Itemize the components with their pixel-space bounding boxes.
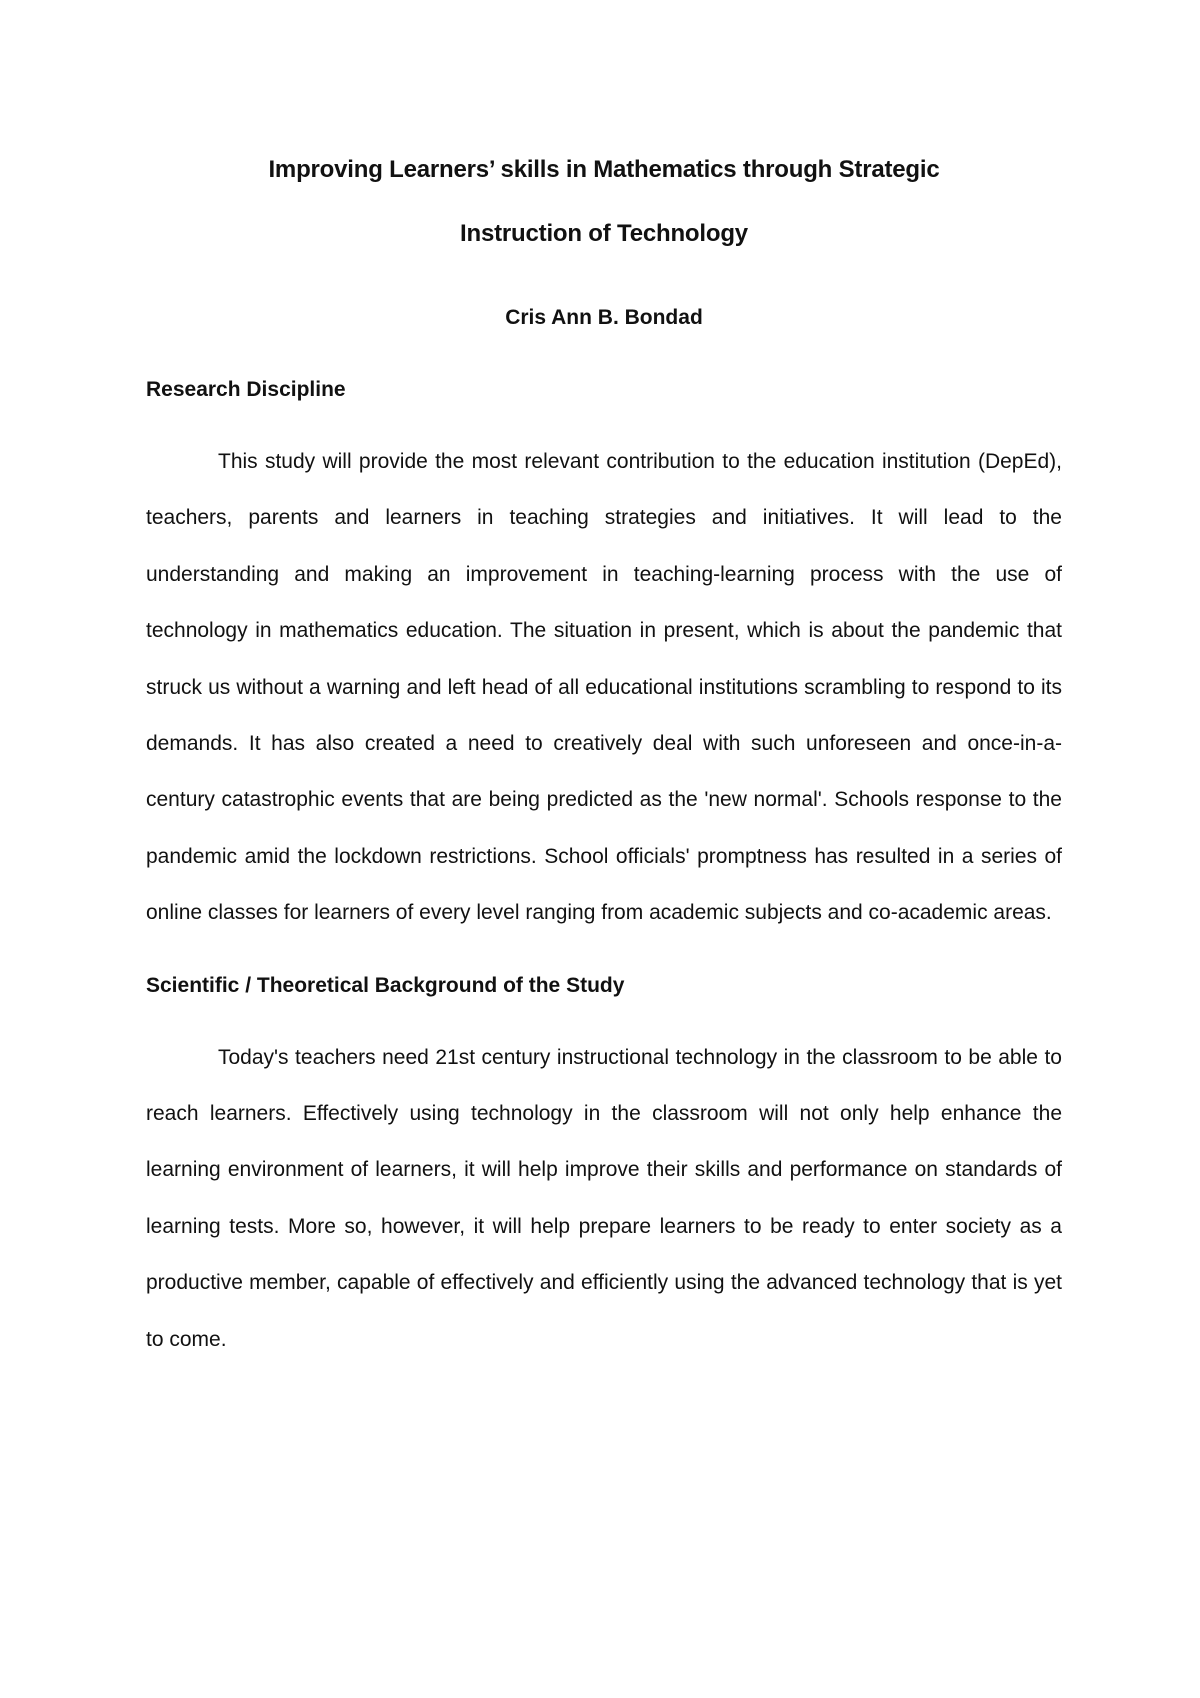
document-title	[146, 138, 1062, 266]
section-body-research-discipline: This study will provide the most relevant contribution to the education institution (DepEd), teachers, parents and learners in teaching strategies and initiatives. It will lead to the understanding and making an improvement in teaching-learning process with the use of technology in mathematics education. The situation in present, which is about the pandemic that struck us without a warning and left head of all educational institutions scrambling to respond to its demands. It has also created a need to creatively deal with such unforeseen and once-in-a-century catastrophic events that are being predicted as the 'new normal'. Schools response to the pandemic amid the lockdown restrictions. School officials' promptness has resulted in a series of online classes for learners of every level ranging from academic subjects and co-academic areas.	[146, 450, 1062, 925]
title-line-1: Improving Learners’ skills in Mathematics through Strategic	[268, 156, 940, 183]
document-content	[146, 138, 1062, 1368]
author-name: Cris Ann B. Bondad	[505, 306, 703, 329]
section-heading-theoretical-background: Scientific / Theoretical Background of the Study	[146, 973, 625, 997]
section-body-theoretical-background: Today's teachers need 21st century instructional technology in the classroom to be able to reach learners. Effectively using technology in the classroom will not only help enhance the learning environment of learners, it will help improve their skills and performance on standards of learning tests. More so, however, it will help prepare learners to be ready to enter society as a productive member, capable of effectively and efficiently using the advanced technology that is yet to come.	[146, 1045, 1062, 1351]
section-heading-research-discipline: Research Discipline	[146, 378, 346, 401]
title-line-2: Instruction of Technology	[460, 220, 748, 247]
